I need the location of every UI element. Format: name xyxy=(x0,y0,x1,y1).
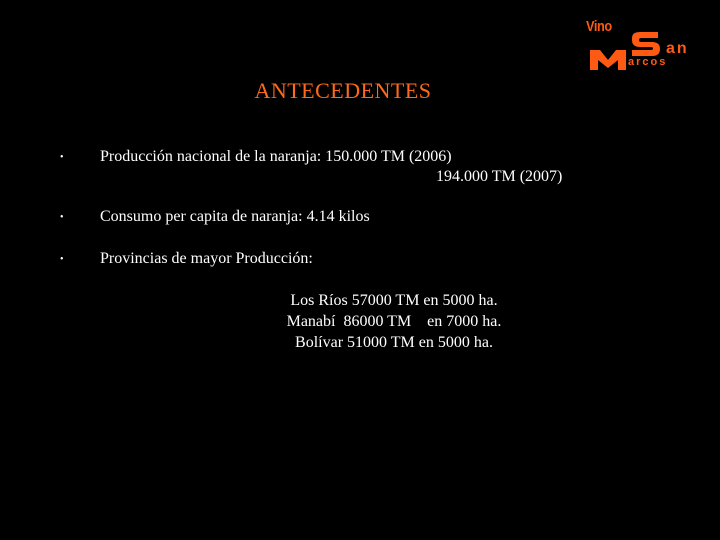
vino-san-marcos-logo xyxy=(584,18,704,74)
province-manabi: Manabí 86000 TM en 7000 ha. xyxy=(286,313,502,330)
bullet-icon: • xyxy=(60,254,64,265)
province-los-rios: Los Ríos 57000 TM en 5000 ha. xyxy=(290,292,498,309)
list-item-provincias: Provincias de mayor Producción: xyxy=(100,250,313,267)
list-item-consumo: Consumo per capita de naranja: 4.14 kilos xyxy=(100,208,370,225)
list-item-produccion-2007: 194.000 TM (2007) xyxy=(436,168,563,185)
bullet-icon: • xyxy=(60,152,64,163)
province-bolivar: Bolívar 51000 TM en 5000 ha. xyxy=(295,334,493,351)
logo-an-text: an xyxy=(666,40,689,57)
list-item-produccion: Producción nacional de la naranja: 150.000 TM (2006) xyxy=(100,148,452,165)
page-title: ANTECEDENTES xyxy=(254,78,432,103)
bullet-icon: • xyxy=(60,212,64,223)
logo-vino-text: Vino xyxy=(586,18,612,35)
logo-arcos-text: arcos xyxy=(628,56,668,68)
